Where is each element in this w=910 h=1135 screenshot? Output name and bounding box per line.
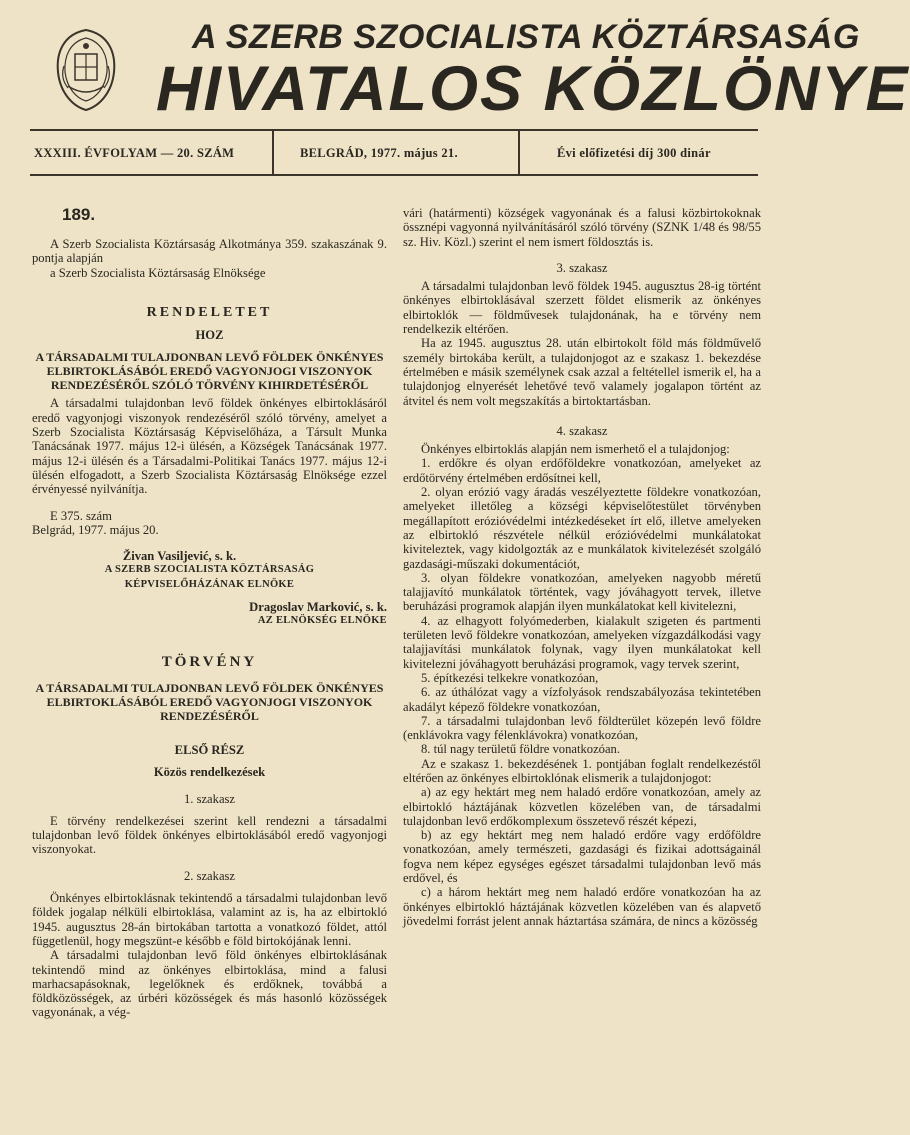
decree-word: RENDELETET [146, 304, 273, 320]
reference-number: E 375. szám [50, 508, 112, 523]
header-rule-bottom [30, 174, 758, 176]
issue-subscription: Évi előfizetési díj 300 dinár [557, 146, 711, 160]
masthead-title: HIVATALOS KÖZLÖNYE [156, 54, 910, 124]
section-4-intro: Önkényes elbirtoklás alapján nem ismerhető el a tulajdonjog: [421, 442, 730, 457]
issue-place-date: BELGRÁD, 1977. május 21. [300, 146, 458, 160]
section-4-item: 6. az úthálózat vagy a vízfolyások rendszabályozása tekintetében akadályt képező földekre vonatkozóan, [403, 685, 761, 714]
section-4-heading: 4. szakasz [556, 423, 608, 438]
preamble-legal-basis: A Szerb Szocialista Köztársaság Alkotmánya 359. szakaszának 9. pontja alapján [32, 237, 387, 266]
section-4-paragraph-2: Az e szakasz 1. bekezdésének 1. pontjában foglalt rendelkezéstől eltérően az önkényes elbirtoklónak elismerik a tulajdonjogot: [403, 756, 761, 785]
law-word: TÖRVÉNY [161, 653, 258, 670]
header-rule-top [30, 129, 758, 131]
section-2-paragraph-2: A társadalmi tulajdonban levő föld önkényes elbirtoklásának tekintendő mind az önkényes elbirtoklása, mind a falusi marhacsapásoknak, legelőknek és erdőknek, továbbá a földközösségek, az úrbéri közösségek és más hasonló közösségek vagyonának, a vég- [32, 948, 387, 1020]
section-2-paragraph-1: Önkényes elbirtoklásnak tekintendő a társadalmi tulajdonban levő földek jogalap nélküli elbirtoklása, valamint az is, ha az elbirtokló 1945. augusztus 28-án birtokában tartotta a vonatkozó földet, attól függetlenül, hogy megszünt-e később e föld birtokójának lenni. [32, 891, 387, 948]
part-subheading: Közös rendelkezések [153, 765, 266, 780]
masthead-line1: A SZERB SZOCIALISTA KÖZTÁRSASÁG [192, 18, 860, 56]
section-4-item: 5. építkezési telkekre vonatkozóan, [421, 670, 599, 685]
preamble-issuer: a Szerb Szocialista Köztársaság Elnöksége [50, 265, 266, 280]
decree-hoz: HOZ [195, 328, 224, 343]
signer2-name: Dragoslav Marković, s. k. [249, 600, 387, 615]
section-4-item: 7. a társadalmi tulajdonban levő földterület közepén levő földre (enklávokra vagy félenklávokra) vonatkozóan, [403, 713, 761, 743]
section-4-item: 1. erdőkre és olyan erdőföldekre vonatkozóan, amelyeket az erdőtörvény értelmében erdősítnei kell, [403, 456, 761, 485]
masthead [0, 0, 910, 178]
section-3-paragraph-1: A társadalmi tulajdonban levő földek 1945. augusztus 28-ig történt önkényes elbirtoklásával szerzett földet elismerik az önkényes elbirtoklók — földművesek tulajdonának, ha e törvény nem rendelkezik eltérően. [403, 279, 761, 337]
header-divider-1 [272, 131, 274, 174]
signer1-title-line1: A SZERB SZOCIALISTA KÖZTÁRSASÁG [104, 564, 315, 576]
section-4-item: 4. az elhagyott folyómederben, kialakult szigeten és partmenti területen levő földekre vonatkozóan, amelyeken vízgazdálkodási vagy talajjavítási munkálatok folynak, vagy ilyen munkálatokat kell kivitelezni jóváhagyott beruházási programok, vagy tervek szerint, [403, 613, 761, 671]
section-4-item: 3. olyan földekre vonatkozóan, amelyeken nagyobb méretű talajjavító munkálatok történtek, vagy jóváhagyott tervek, illetve beruházási programok alapján ilyen munkálatokat kell kivitelezni, [403, 570, 761, 614]
act-number: 189. [62, 205, 96, 224]
section-3-paragraph-2: Ha az 1945. augusztus 28. után elbirtokolt föld más földművelő személy birtokába került, a tulajdonjogot az e szakasz 1. bekezdése értelmében e másik személynek csak azzal a feltétellel ismerik el, ha a tulajdonjog elnyerését lehetővé tevő valamely jogalapon történt az átvitel és nem volt megszakítás a birtoktartásban. [403, 336, 761, 408]
section-2-continuation: vári (határmenti) községek vagyonának és a falusi közbirtokoknak össznépi vagyonná nyilvánításáról szóló törvény (SZNK 1/48 és 98/55 sz. Hiv. Közl.) szerint el nem ismert földosztás is. [403, 206, 761, 249]
part-heading: ELSŐ RÉSZ [174, 742, 245, 757]
issue-volume: XXXIII. ÉVFOLYAM — 20. SZÁM [34, 146, 235, 160]
signer2-title: AZ ELNÖKSÉG ELNÖKE [257, 615, 387, 627]
section-4-item: 2. olyan erózió vagy áradás veszélyeztette földekre vonatkozóan, amelyeket illetőleg a községi képviselőtestület törvényben megállapított erózióvédelmi intézkedéseket írt elő, illetve amelyeken az elbirtokló részvétele nélkül erózióvédelmi munkálatokat kiviteleztek, vagy kidolgozták az e munkálatok kivitelezését szolgáló gazdasági-műszaki dokumentációt, [403, 485, 761, 571]
section-4-subitem: a) az egy hektárt meg nem haladó erdőre vonatkozóan, amely az elbirtokló háztájának közvetlen közelében van, de társadalmi tulajdonban levő erdőkomplexum összetevő részét képezi, [403, 785, 761, 828]
decree-title: A TÁRSADALMI TULAJDONBAN LEVŐ FÖLDEK ÖNKÉNYES ELBIRTOKLÁSÁBÓL EREDŐ VAGYONJOGI VISZONYOK RENDEZÉSÉRŐL SZÓLÓ TÖRVÉNY KIHIRDETÉSÉRŐL [35, 350, 384, 393]
signer1-name: Živan Vasiljević, s. k. [122, 549, 237, 564]
section-4-item: 8. túl nagy területű földre vonatkozóan. [421, 742, 620, 757]
section-4-subitem: b) az egy hektárt meg nem haladó erdőre vagy erdőföldre vonatkozóan, amely természeti, gazdasági és fizikai adottságainál fogva nem képez egységes egészet társadalmi tulajdonban levő más erdővel, és [403, 828, 761, 886]
law-title: A TÁRSADALMI TULAJDONBAN LEVŐ FÖLDEK ÖNKÉNYES ELBIRTOKLÁSÁBÓL EREDŐ VAGYONJOGI VISZONYOK RENDEZÉSÉRŐL [35, 680, 384, 723]
coat-of-arms-icon [50, 26, 122, 114]
section-1-text: E törvény rendelkezései szerint kell rendezni a társadalmi tulajdonban levő földek önkényes elbirtoklásából eredő vagyonjogi viszonyokat. [32, 813, 387, 857]
section-3-heading: 3. szakasz [556, 260, 608, 275]
section-4-subitem: c) a három hektárt meg nem haladó erdőre vonatkozóan ha az önkényes elbirtokló háztájának közvetlen közelében van és alapvető jövedelmi forrást jelent annak háztartása számára, de nincs a közösség [403, 885, 761, 928]
decree-text: A társadalmi tulajdonban levő földek önkényes elbirtoklásáról eredő vagyonjogi viszonyok rendezéséről szóló törvény, amelyet a Szerb Szocialista Köztársaság Képviselőháza, a Társult Munka Tanácsának 1977. május 12-i ülésén, a Községek Tanácsának 1977. május 12-i ülésén és a Társadalmi-Politikai Tanács 1977. május 12-i ülésén elfogadott, a Szerb Szocialista Köztársaság Elnöksége ezzel érvényessé nyilvánítja. [32, 396, 387, 497]
header-divider-2 [518, 131, 520, 174]
right-column [403, 206, 761, 928]
reference-place-date: Belgrád, 1977. május 20. [32, 522, 159, 537]
section-1-heading: 1. szakasz [183, 791, 236, 806]
section-2-heading: 2. szakasz [183, 868, 236, 883]
signer1-title-line2: KÉPVISELŐHÁZÁNAK ELNÖKE [124, 578, 295, 590]
left-column [32, 205, 387, 1020]
